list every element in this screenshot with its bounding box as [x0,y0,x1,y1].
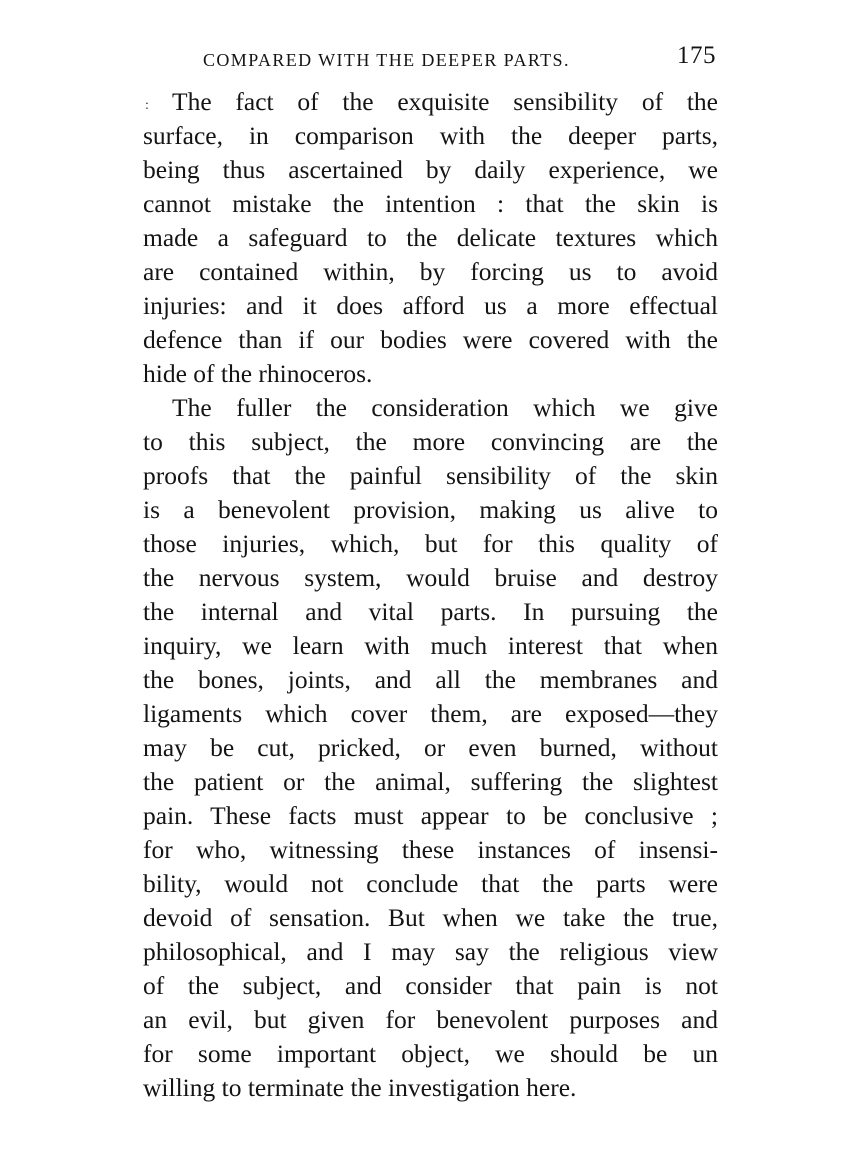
running-title: COMPARED WITH THE DEEPER PARTS. [203,50,570,70]
text-line: being thus ascertained by daily experience, we [143,155,718,184]
text-line: to this subject, the more convincing are the [143,427,718,456]
text-line: may be cut, pricked, or even burned, without [143,733,718,762]
text-line: cannot mistake the intention : that the skin is [143,189,718,218]
text-line: of the subject, and consider that pain is not [143,971,718,1000]
text-line: The fuller the consideration which we give [172,393,718,422]
stray-print-mark: : [145,98,149,113]
text-line: defence than if our bodies were covered with the [143,325,718,354]
text-line: the patient or the animal, suffering the slightest [143,767,718,796]
text-line: injuries: and it does afford us a more effectual [143,291,718,320]
text-line: philosophical, and I may say the religious view [143,937,718,966]
text-line: those injuries, which, but for this quality of [143,529,718,558]
text-line: surface, in comparison with the deeper parts, [143,121,718,150]
paragraph-1 [143,85,718,391]
text-line: pain. These facts must appear to be conclusive ; [143,801,718,830]
running-header [143,42,718,76]
page-number: 175 [677,42,716,69]
text-line: for some important object, we should be un [143,1039,718,1068]
text-line: made a safeguard to the delicate textures which [143,223,718,252]
text-line: ligaments which cover them, are exposed—they [143,699,718,728]
text-line: The fact of the exquisite sensibility of the [172,87,718,116]
text-line: willing to terminate the investigation here. [143,1073,577,1102]
text-line: is a benevolent provision, making us alive to [143,495,718,524]
text-line: hide of the rhinoceros. [143,359,373,388]
text-line: the nervous system, would bruise and destroy [143,563,718,592]
text-line: the bones, joints, and all the membranes and [143,665,718,694]
text-line: are contained within, by forcing us to avoid [143,257,718,286]
text-line: an evil, but given for benevolent purposes and [143,1005,718,1034]
text-line: proofs that the painful sensibility of the skin [143,461,718,490]
text-line: inquiry, we learn with much interest that when [143,631,718,660]
text-line: bility, would not conclude that the parts were [143,869,718,898]
text-line: the internal and vital parts. In pursuing the [143,597,718,626]
body-text [143,85,718,1105]
text-line: devoid of sensation. But when we take the true, [143,903,718,932]
text-line: for who, witnessing these instances of insensi- [143,835,718,864]
paragraph-2 [143,391,718,1105]
